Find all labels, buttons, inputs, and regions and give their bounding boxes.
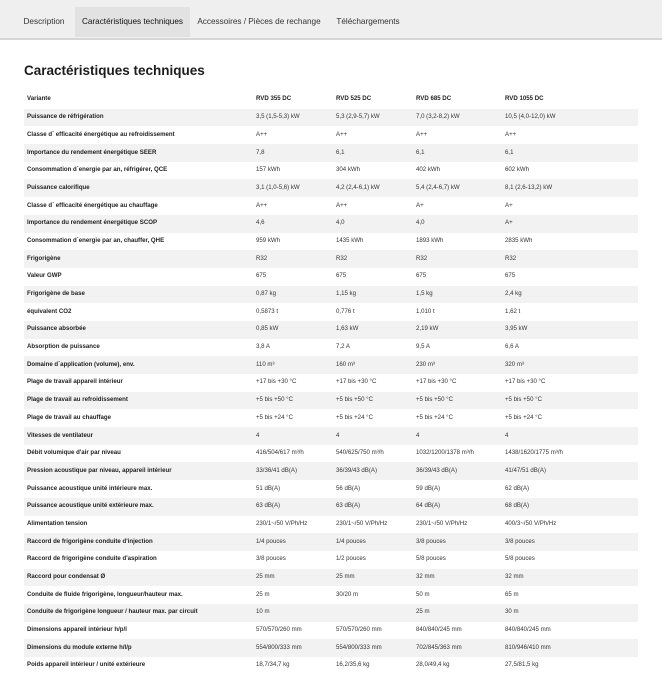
table-row: [24, 409, 638, 427]
spec-value: 4: [333, 427, 413, 445]
spec-value: 4: [413, 427, 502, 445]
spec-value: 230/1~/50 V/Ph/Hz: [336, 519, 388, 527]
spec-value: +5 bis +24 °C: [505, 413, 542, 421]
spec-label: Puissance absorbée: [24, 321, 253, 339]
spec-value: 540/625/750 m³/h: [336, 449, 384, 457]
product-tab-bar: [0, 0, 662, 40]
spec-label: Raccord pour condensat Ø: [24, 569, 253, 587]
table-row: [24, 109, 638, 127]
spec-value: 36/39/43 dB(A): [413, 462, 502, 480]
spec-value: 110 m³: [253, 356, 333, 374]
spec-value: 230/1~/50 V/Ph/Hz: [416, 519, 468, 527]
table-row: [24, 639, 638, 657]
spec-value: 675: [336, 272, 347, 280]
spec-value: +17 bis +30 °C: [256, 378, 297, 386]
table-row: [24, 586, 638, 604]
spec-value: +5 bis +24 °C: [416, 413, 453, 421]
spec-value: 63 dB(A): [253, 498, 333, 516]
spec-value: 675: [416, 272, 427, 280]
spec-value: 8,1 (2,6-13,2) kW: [502, 179, 638, 197]
spec-label: Conduite de fluide frigorigène, longueur/hauteur max.: [27, 590, 183, 598]
spec-value: 602 kWh: [505, 166, 530, 174]
spec-value: 7,8: [253, 144, 333, 162]
tab-downloads[interactable]: Téléchargements: [336, 17, 400, 26]
table-row: [24, 179, 638, 197]
table-row: [24, 339, 638, 357]
spec-value: 68 dB(A): [502, 498, 638, 516]
spec-value: 25 m: [256, 590, 270, 598]
spec-value: 4,6: [253, 215, 333, 233]
spec-value: +5 bis +50 °C: [333, 392, 413, 410]
spec-value: 30/20 m: [336, 590, 359, 598]
table-row: [24, 356, 638, 374]
spec-value: 0,87 kg: [253, 286, 333, 304]
spec-value: 5/8 pouces: [505, 555, 535, 563]
spec-value: 304 kWh: [336, 166, 361, 174]
spec-value: A++: [416, 130, 428, 138]
table-row: [24, 498, 638, 516]
spec-label: Consommation d´energie par an, chauffer, QHE: [27, 236, 165, 244]
table-row: [24, 374, 638, 392]
spec-label: Dimensions appareil intérieur h/p/l: [27, 626, 127, 634]
spec-value: A++: [256, 201, 268, 209]
table-row: [24, 462, 638, 480]
spec-label: Frigorigène: [24, 250, 253, 268]
spec-value: 25 m: [413, 604, 502, 622]
spec-value: 30 m: [502, 604, 638, 622]
spec-label: Consommation d´energie par an, réfrigérer, QCE: [27, 166, 168, 174]
spec-value: 64 dB(A): [413, 498, 502, 516]
spec-value: 0,776 t: [336, 307, 355, 315]
table-row: [24, 197, 638, 215]
spec-value: 7,2 A: [336, 343, 350, 351]
spec-value: +5 bis +24 °C: [336, 413, 373, 421]
table-row: [24, 427, 638, 445]
spec-value: 840/840/245 mm: [505, 626, 551, 634]
spec-value: +17 bis +30 °C: [416, 378, 457, 386]
spec-value: 10 m: [253, 604, 333, 622]
spec-label: Valeur GWP: [27, 272, 62, 280]
spec-value: 6,1: [413, 144, 502, 162]
spec-value: 4,0: [413, 215, 502, 233]
spec-value: A+: [505, 201, 513, 209]
spec-label: Conduite de frigorigène longueur / hauteur max. par circuit: [24, 604, 253, 622]
specifications-table-body: [24, 91, 638, 675]
spec-value: 416/504/617 m³/h: [256, 449, 304, 457]
spec-value: [333, 604, 413, 622]
tab-accessories[interactable]: Accessoires / Pièces de rechange: [197, 17, 321, 26]
spec-value: 63 dB(A): [333, 498, 413, 516]
spec-label: Importance du rendement énergétique SEER: [24, 144, 253, 162]
spec-value: 402 kWh: [416, 166, 441, 174]
spec-value: 32 mm: [502, 569, 638, 587]
spec-value: +5 bis +50 °C: [253, 392, 333, 410]
spec-label: Absorption de puissance: [27, 343, 100, 351]
spec-value: 59 dB(A): [416, 484, 441, 492]
table-row: [24, 533, 638, 551]
spec-value: 1032/1200/1378 m³/h: [416, 449, 474, 457]
spec-label: Poids appareil intérieur / unité extérieure: [27, 661, 146, 669]
spec-value: 62 dB(A): [505, 484, 530, 492]
table-row: [24, 286, 638, 304]
tab-technical-specs[interactable]: Caractéristiques techniques: [75, 7, 190, 37]
spec-value: R32: [413, 250, 502, 268]
header-model-rvd-1055: RVD 1055 DC: [505, 95, 544, 103]
spec-value: 50 m: [416, 590, 430, 598]
spec-label: Puissance de réfrigération: [24, 109, 253, 127]
spec-value: 675: [505, 272, 516, 280]
spec-value: 6,1: [333, 144, 413, 162]
spec-value: 0,5873 t: [256, 307, 279, 315]
spec-value: 6,6 A: [505, 343, 519, 351]
spec-value: A+: [416, 201, 424, 209]
spec-value: 4,0: [333, 215, 413, 233]
spec-value: 230/1~/50 V/Ph/Hz: [256, 519, 308, 527]
spec-label: Dimensions du module externe h/l/p: [24, 639, 253, 657]
spec-value: 157 kWh: [256, 166, 281, 174]
table-row: [24, 551, 638, 569]
header-variant: Variante: [27, 95, 51, 103]
spec-value: 65 m: [505, 590, 519, 598]
table-row: [24, 569, 638, 587]
spec-value: 3,5 (1,5-5,3) kW: [253, 109, 333, 127]
header-model-rvd-685: RVD 685 DC: [416, 95, 452, 103]
spec-value: 675: [256, 272, 267, 280]
table-row: [24, 445, 638, 463]
spec-value: 41/47/51 dB(A): [502, 462, 638, 480]
spec-value: 554/800/333 mm: [333, 639, 413, 657]
spec-value: 36/39/43 dB(A): [333, 462, 413, 480]
spec-value: +17 bis +30 °C: [505, 378, 546, 386]
spec-value: 5/8 pouces: [416, 555, 446, 563]
spec-label: Pression acoustique par niveau, appareil intérieur: [24, 462, 253, 480]
spec-value: +5 bis +50 °C: [413, 392, 502, 410]
spec-value: 51 dB(A): [256, 484, 281, 492]
table-row: [24, 604, 638, 622]
spec-label: Domaine d´application (volume), env.: [24, 356, 253, 374]
table-row: [24, 268, 638, 286]
spec-value: 4: [502, 427, 638, 445]
spec-value: 230 m³: [413, 356, 502, 374]
spec-value: 1,5 kg: [413, 286, 502, 304]
spec-label: Alimentation tension: [27, 519, 88, 527]
spec-value: 160 m³: [333, 356, 413, 374]
spec-value: 1438/1620/1775 m³/h: [505, 449, 563, 457]
spec-value: 2835 kWh: [505, 236, 533, 244]
spec-label: Plage de travail au chauffage: [27, 413, 111, 421]
table-row: [24, 250, 638, 268]
spec-value: R32: [333, 250, 413, 268]
spec-value: A++: [505, 130, 517, 138]
table-row: [24, 516, 638, 534]
spec-value: R32: [502, 250, 638, 268]
table-row: [24, 233, 638, 251]
table-row: [24, 321, 638, 339]
spec-label: Classe d´ efficacité énergétique au refroidissement: [27, 130, 175, 138]
spec-value: A++: [336, 130, 348, 138]
spec-value: 3/8 pouces: [413, 533, 502, 551]
spec-value: 1/4 pouces: [333, 533, 413, 551]
spec-label: Débit volumique d'air par niveau: [27, 449, 121, 457]
spec-label: Plage de travail au refroidissement: [24, 392, 253, 410]
spec-value: 1,15 kg: [333, 286, 413, 304]
table-row: [24, 162, 638, 180]
spec-value: 3/8 pouces: [256, 555, 286, 563]
spec-value: 16,2/35,6 kg: [336, 661, 370, 669]
spec-value: A+: [502, 215, 638, 233]
spec-value: 2,19 kW: [413, 321, 502, 339]
spec-value: 5,3 (2,9-5,7) kW: [333, 109, 413, 127]
spec-value: +17 bis +30 °C: [336, 378, 377, 386]
spec-value: 2,4 kg: [502, 286, 638, 304]
spec-label: Plage de travail appareil intérieur: [27, 378, 123, 386]
spec-label: Puissance acoustique unité extérieure max.: [24, 498, 253, 516]
spec-label: Puissance calorifique: [24, 179, 253, 197]
spec-value: 28,0/49,4 kg: [416, 661, 450, 669]
spec-value: 9,5 A: [416, 343, 430, 351]
spec-value: +5 bis +24 °C: [256, 413, 293, 421]
spec-value: 6,1: [502, 144, 638, 162]
spec-value: 27,5/81,5 kg: [505, 661, 539, 669]
spec-value: 554/800/333 mm: [253, 639, 333, 657]
spec-value: 10,5 (4,0-12,0) kW: [502, 109, 638, 127]
table-row: [24, 657, 638, 675]
table-row: [24, 480, 638, 498]
spec-value: 7,0 (3,2-8,2) kW: [413, 109, 502, 127]
spec-value: 5,4 (2,4-6,7) kW: [413, 179, 502, 197]
spec-value: 25 mm: [253, 569, 333, 587]
spec-value: 1/4 pouces: [253, 533, 333, 551]
spec-value: 570/570/260 mm: [336, 626, 382, 634]
spec-label: Frigorigène de base: [24, 286, 253, 304]
spec-value: 1,62 t: [505, 307, 521, 315]
spec-value: 33/36/41 dB(A): [253, 462, 333, 480]
table-row: [24, 215, 638, 233]
table-header-row: [24, 91, 638, 109]
spec-value: 25 mm: [333, 569, 413, 587]
spec-value: 3,8 A: [256, 343, 270, 351]
spec-label: Classe d´ efficacité énergétique au chauffage: [27, 201, 158, 209]
table-row: [24, 126, 638, 144]
spec-value: 840/840/245 mm: [416, 626, 462, 634]
spec-label: Vitesses de ventilateur: [24, 427, 253, 445]
header-model-rvd-355: RVD 355 DC: [256, 95, 292, 103]
spec-value: 4: [253, 427, 333, 445]
spec-label: Raccord de frigorigène conduite d'injection: [24, 533, 253, 551]
spec-label: Raccord de frigorigène conduite d'aspiration: [27, 555, 157, 563]
spec-value: 3/8 pouces: [502, 533, 638, 551]
table-row: [24, 303, 638, 321]
spec-value: 56 dB(A): [336, 484, 361, 492]
spec-value: 810/946/410 mm: [502, 639, 638, 657]
spec-value: 32 mm: [413, 569, 502, 587]
spec-value: 400/3~/50 V/Ph/Hz: [505, 519, 557, 527]
spec-value: 1893 kWh: [416, 236, 444, 244]
header-model-rvd-525: RVD 525 DC: [336, 95, 372, 103]
spec-value: 1,010 t: [416, 307, 435, 315]
spec-value: 959 kWh: [256, 236, 281, 244]
table-row: [24, 622, 638, 640]
tab-description[interactable]: Description: [23, 17, 65, 26]
spec-value: 3,1 (1,0-5,6) kW: [253, 179, 333, 197]
section-title: Caractéristiques techniques: [24, 63, 205, 78]
table-row: [24, 144, 638, 162]
spec-value: 1,63 kW: [333, 321, 413, 339]
spec-value: R32: [253, 250, 333, 268]
spec-value: 320 m³: [502, 356, 638, 374]
spec-value: 4,2 (2,4-6,1) kW: [333, 179, 413, 197]
specifications-table: [24, 91, 638, 675]
spec-value: 3,95 kW: [502, 321, 638, 339]
spec-value: A++: [336, 201, 348, 209]
spec-value: 1/2 pouces: [336, 555, 366, 563]
table-row: [24, 392, 638, 410]
spec-value: 570/570/260 mm: [256, 626, 302, 634]
spec-value: 1435 kWh: [336, 236, 364, 244]
spec-value: 0,85 kW: [253, 321, 333, 339]
spec-value: A++: [256, 130, 268, 138]
spec-value: 702/845/363 mm: [413, 639, 502, 657]
spec-value: +5 bis +50 °C: [502, 392, 638, 410]
spec-label: Importance du rendement énergétique SCOP: [24, 215, 253, 233]
spec-label: Puissance acoustique unité intérieure max.: [27, 484, 153, 492]
spec-value: 18,7/34,7 kg: [256, 661, 290, 669]
spec-label: équivalent CO2: [27, 307, 72, 315]
